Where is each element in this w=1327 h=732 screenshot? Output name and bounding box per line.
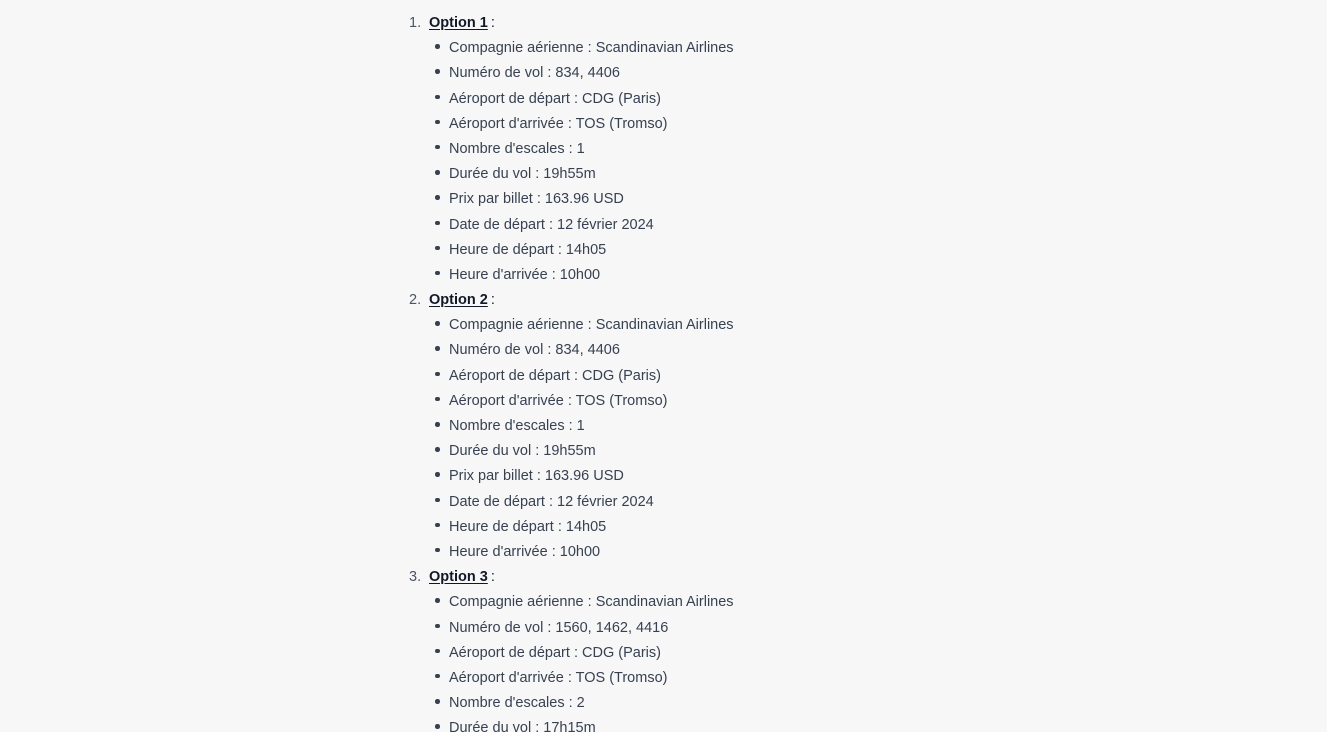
detail-flight-number: Numéro de vol : 834, 4406	[409, 338, 1109, 363]
detail-stops: Nombre d'escales : 1	[409, 137, 1109, 162]
detail-airline: Compagnie aérienne : Scandinavian Airlines	[409, 590, 1109, 615]
detail-stops: Nombre d'escales : 1	[409, 414, 1109, 439]
detail-arrival-airport: Aéroport d'arrivée : TOS (Tromso)	[409, 389, 1109, 414]
detail-departure-airport: Aéroport de départ : CDG (Paris)	[409, 641, 1109, 666]
detail-arrival-airport: Aéroport d'arrivée : TOS (Tromso)	[409, 112, 1109, 137]
option-title-link[interactable]: Option 3 :	[429, 569, 495, 586]
detail-duration: Durée du vol : 19h55m	[409, 439, 1109, 464]
option-number: 1.	[409, 15, 422, 31]
flight-option-3	[409, 565, 1109, 732]
flight-option-1	[409, 11, 1109, 288]
detail-price: Prix par billet : 163.96 USD	[409, 187, 1109, 212]
option-details-list	[409, 313, 1109, 565]
option-details-list	[409, 590, 1109, 732]
detail-departure-date: Date de départ : 12 février 2024	[409, 213, 1109, 238]
option-number: 2.	[409, 292, 422, 309]
detail-arrival-time: Heure d'arrivée : 10h00	[409, 263, 1109, 288]
detail-arrival-airport: Aéroport d'arrivée : TOS (Tromso)	[409, 666, 1109, 691]
detail-departure-time: Heure de départ : 14h05	[409, 515, 1109, 540]
option-number: 3.	[409, 569, 422, 586]
option-header	[409, 11, 1109, 36]
detail-flight-number: Numéro de vol : 834, 4406	[409, 61, 1109, 86]
option-header	[409, 565, 1109, 590]
detail-departure-airport: Aéroport de départ : CDG (Paris)	[409, 364, 1109, 389]
detail-departure-time: Heure de départ : 14h05	[409, 238, 1109, 263]
detail-airline: Compagnie aérienne : Scandinavian Airlines	[409, 313, 1109, 338]
detail-arrival-time: Heure d'arrivée : 10h00	[409, 540, 1109, 565]
detail-duration: Durée du vol : 19h55m	[409, 162, 1109, 187]
detail-departure-date: Date de départ : 12 février 2024	[409, 490, 1109, 515]
option-title-link[interactable]: Option 1 :	[429, 15, 495, 31]
detail-departure-airport: Aéroport de départ : CDG (Paris)	[409, 87, 1109, 112]
option-title-link[interactable]: Option 2 :	[429, 292, 495, 309]
detail-duration: Durée du vol : 17h15m	[409, 716, 1109, 732]
option-details-list	[409, 36, 1109, 288]
option-header	[409, 288, 1109, 313]
detail-airline: Compagnie aérienne : Scandinavian Airlines	[409, 36, 1109, 61]
detail-stops: Nombre d'escales : 2	[409, 691, 1109, 716]
flight-option-2	[409, 288, 1109, 565]
detail-price: Prix par billet : 163.96 USD	[409, 464, 1109, 489]
flight-options-list	[409, 11, 1109, 732]
detail-flight-number: Numéro de vol : 1560, 1462, 4416	[409, 616, 1109, 641]
